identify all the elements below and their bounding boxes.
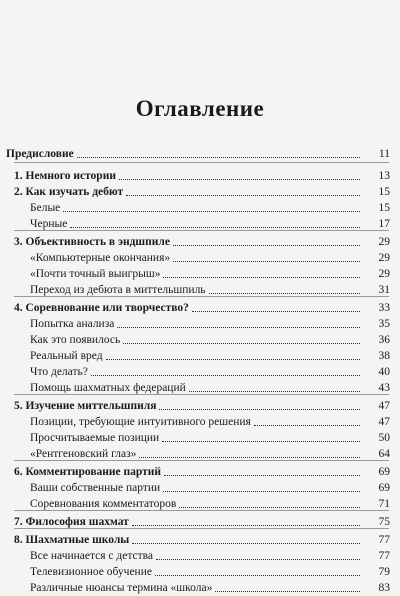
toc-entry-title: Предисловие <box>6 148 74 160</box>
dot-leader <box>77 157 360 158</box>
dot-leader <box>91 375 360 376</box>
toc-entry-title: Попытка анализа <box>30 318 115 330</box>
toc-section-row <box>0 348 400 364</box>
toc-entry-title: Помощь шахматных федераций <box>30 382 186 394</box>
toc-entry-title: Различные нюансы термина «школа» <box>30 582 213 594</box>
toc-entry-title: Белые <box>30 202 61 214</box>
toc-entry-title: Реальный вред <box>30 350 103 362</box>
dot-leader <box>70 227 360 228</box>
toc-entry-title: «Компьютерные окончания» <box>30 252 171 264</box>
toc-page-number: 75 <box>378 516 390 528</box>
dot-leader <box>173 261 360 262</box>
toc-page-number: 15 <box>378 202 390 214</box>
toc-page-number: 35 <box>378 318 390 330</box>
dot-leader <box>126 195 360 196</box>
dot-leader <box>254 425 360 426</box>
toc-preface-row <box>0 146 400 162</box>
toc-section-row <box>0 266 400 282</box>
toc-page-number: 71 <box>378 498 390 510</box>
toc-chapter-row <box>0 398 400 414</box>
toc-section-row <box>0 548 400 564</box>
toc-entry-title: 1. Немного истории <box>14 170 116 182</box>
toc-entry-title: Все начинается с детства <box>30 550 154 562</box>
dot-leader <box>173 245 360 246</box>
dot-leader <box>209 293 360 294</box>
dot-leader <box>119 179 360 180</box>
toc-page-number: 36 <box>378 334 390 346</box>
dot-leader <box>132 543 360 544</box>
toc-section-row <box>0 430 400 446</box>
toc-page-number: 38 <box>378 350 390 362</box>
toc-page-number: 43 <box>378 382 390 394</box>
toc-page-number: 29 <box>378 268 390 280</box>
section-divider <box>14 528 389 529</box>
toc-section-row <box>0 364 400 380</box>
toc-entry-title: Телевизионное обучение <box>30 566 152 578</box>
dot-leader <box>164 475 360 476</box>
toc-entry-title: Позиции, требующие интуитивного решения <box>30 416 251 428</box>
toc-page-number: 79 <box>378 566 390 578</box>
toc-entry-title: Что делать? <box>30 366 88 378</box>
toc-section-row <box>0 480 400 496</box>
dot-leader <box>132 525 360 526</box>
toc-page-number: 69 <box>378 482 390 494</box>
toc-page-number: 47 <box>378 416 390 428</box>
toc-section-row <box>0 250 400 266</box>
dot-leader <box>155 575 360 576</box>
toc-chapter-row <box>0 464 400 480</box>
dot-leader <box>63 211 360 212</box>
dot-leader <box>117 327 360 328</box>
toc-entry-title: 8. Шахматные школы <box>14 534 130 546</box>
dot-leader <box>123 343 360 344</box>
toc-page-number: 83 <box>378 582 390 594</box>
toc-chapter-row <box>0 168 400 184</box>
dot-leader <box>163 277 360 278</box>
toc-section-row <box>0 580 400 596</box>
toc-entry-title: Черные <box>30 218 68 230</box>
section-divider <box>14 394 389 395</box>
dot-leader <box>215 591 360 592</box>
toc-entry-title: 6. Комментирование партий <box>14 466 162 478</box>
toc-entry-title: 7. Философия шахмат <box>14 516 129 528</box>
dot-leader <box>162 441 360 442</box>
section-divider <box>14 510 389 511</box>
section-divider <box>14 162 389 163</box>
toc-section-row <box>0 316 400 332</box>
toc-chapter-row <box>0 300 400 316</box>
toc-page-number: 77 <box>378 534 390 546</box>
dot-leader <box>106 359 360 360</box>
toc-entry-title: Просчитываемые позиции <box>30 432 160 444</box>
dot-leader <box>159 409 360 410</box>
toc-page-number: 64 <box>378 448 390 460</box>
toc-section-row <box>0 200 400 216</box>
dot-leader <box>189 391 360 392</box>
toc-entry-title: 4. Соревнование или творчество? <box>14 302 189 314</box>
toc-page-number: 17 <box>378 218 390 230</box>
toc-entry-title: «Почти точный выигрыш» <box>30 268 161 280</box>
toc-entry-title: «Рентгеновский глаз» <box>30 448 137 460</box>
section-divider <box>14 296 389 297</box>
toc-entry-title: Как это появилось <box>30 334 121 346</box>
toc-entry-title: Переход из дебюта в миттельшпиль <box>30 284 206 296</box>
dot-leader <box>156 559 360 560</box>
dot-leader <box>163 491 360 492</box>
page-title: Оглавление <box>135 96 265 121</box>
toc-page-number: 29 <box>378 236 390 248</box>
section-divider <box>14 460 389 461</box>
toc-section-row <box>0 414 400 430</box>
toc-page-number: 31 <box>378 284 390 296</box>
dot-leader <box>192 311 360 312</box>
toc-section-row <box>0 564 400 580</box>
toc-page-number: 29 <box>378 252 390 264</box>
toc-page-number: 50 <box>378 432 390 444</box>
toc-page-number: 40 <box>378 366 390 378</box>
toc-entry-title: Соревнования комментаторов <box>30 498 177 510</box>
toc-entry-title: 5. Изучение миттельшпиля <box>14 400 157 412</box>
section-divider <box>14 230 389 231</box>
toc-page-number: 47 <box>378 400 390 412</box>
toc-chapter-row <box>0 234 400 250</box>
toc-entry-title: 3. Объективность в эндшпиле <box>14 236 170 248</box>
toc-page-number: 13 <box>378 170 390 182</box>
toc-page-number: 77 <box>378 550 390 562</box>
toc-entry-title: 2. Как изучать дебют <box>14 186 124 198</box>
toc-entry-title: Ваши собственные партии <box>30 482 161 494</box>
toc-page-number: 69 <box>378 466 390 478</box>
toc-page-number: 11 <box>378 148 390 160</box>
dot-leader <box>139 457 360 458</box>
toc-page-number: 15 <box>378 186 390 198</box>
toc-page-number: 33 <box>378 302 390 314</box>
dot-leader <box>179 507 360 508</box>
toc-chapter-row <box>0 532 400 548</box>
toc-section-row <box>0 332 400 348</box>
toc-chapter-row <box>0 184 400 200</box>
